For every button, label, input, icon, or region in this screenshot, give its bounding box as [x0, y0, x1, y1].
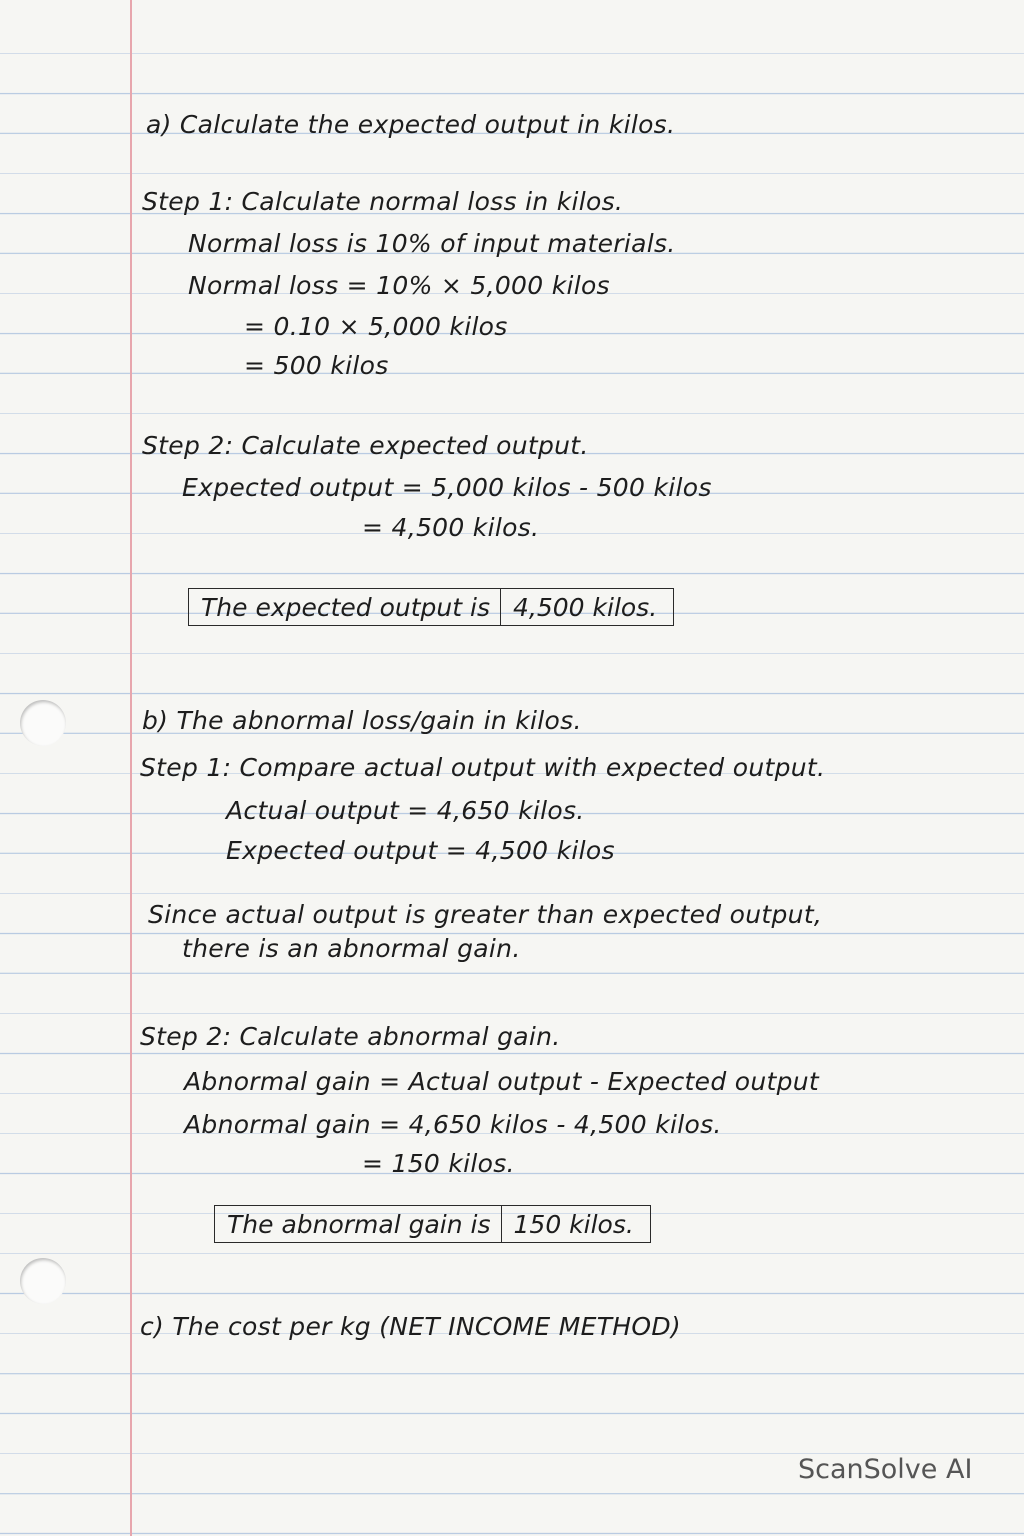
punch-hole — [20, 1258, 66, 1304]
part-c-heading: c) The cost per kg (NET INCOME METHOD) — [140, 1312, 681, 1341]
part-a-heading: a) Calculate the expected output in kilos. — [146, 110, 676, 139]
part-a-step2-line: = 4,500 kilos. — [362, 513, 540, 542]
answer-value: 4,500 kilos. — [500, 589, 673, 625]
part-a-step1-title: Step 1: Calculate normal loss in kilos. — [142, 187, 624, 216]
part-b-step2-line: Abnormal gain = 4,650 kilos - 4,500 kilos. — [184, 1110, 722, 1139]
margin-line — [130, 0, 132, 1536]
part-b-step2-line: = 150 kilos. — [362, 1149, 515, 1178]
part-a-step1-line: Normal loss = 10% × 5,000 kilos — [188, 271, 610, 300]
part-a-step1-line: = 500 kilos — [244, 351, 389, 380]
part-b-step2-title: Step 2: Calculate abnormal gain. — [140, 1022, 561, 1051]
part-b-note-line: there is an abnormal gain. — [182, 934, 521, 963]
part-b-step1-title: Step 1: Compare actual output with expected output. — [140, 753, 826, 782]
answer-label: The expected output is — [201, 592, 490, 622]
part-a-step1-line: = 0.10 × 5,000 kilos — [244, 312, 508, 341]
part-a-answer-box — [188, 588, 674, 626]
part-b-heading: b) The abnormal loss/gain in kilos. — [142, 706, 582, 735]
part-b-answer-box — [214, 1205, 651, 1243]
answer-label: The abnormal gain is — [227, 1209, 491, 1239]
part-a-step2-line: Expected output = 5,000 kilos - 500 kilos — [182, 473, 712, 502]
part-b-step2-line: Abnormal gain = Actual output - Expected output — [184, 1067, 819, 1096]
part-a-step2-title: Step 2: Calculate expected output. — [142, 431, 589, 460]
part-b-step1-line: Actual output = 4,650 kilos. — [226, 796, 585, 825]
punch-hole — [20, 700, 66, 746]
part-b-note-line: Since actual output is greater than expected output, — [148, 900, 823, 929]
watermark: ScanSolve AI — [798, 1454, 973, 1485]
part-a-step1-line: Normal loss is 10% of input materials. — [188, 229, 676, 258]
answer-value: 150 kilos. — [501, 1206, 650, 1242]
part-b-step1-line: Expected output = 4,500 kilos — [226, 836, 615, 865]
